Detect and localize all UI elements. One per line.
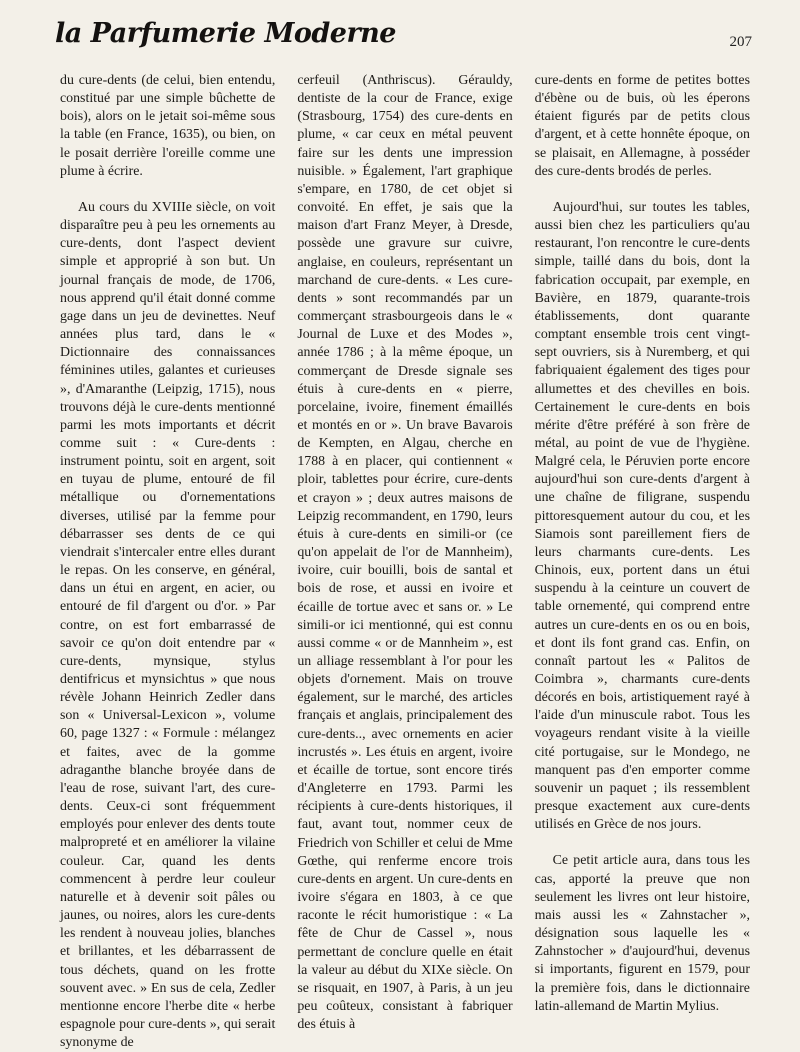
- column-1: [60, 72, 276, 1051]
- paragraph: Aujourd'hui, sur toutes les tables, aussi bien chez les particuliers qu'au restaurant, l'on rencontre le cure-dents simple, taillé dans du bois, dont la fabrication occupait, par exemple, en Bavière, en 1879, quarante-trois établissements, dont quarante comptant ensemble trois cent vingt-sept ouvriers, sis à Nuremberg, et qui fabriquaient également des tiges pour allumettes et des chevilles en bois. Certainement le cure-dents en bois mérite d'être préféré à son frère de métal, au point de vue de l'hygiène. Malgré cela, le Péruvien porte encore aujourd'hui son cure-dents d'argent à une chaîne de filigrane, suspendu pittoresquement autour du cou, et les Siamois sont pareillement fiers de leurs charmants cure-dents. Les Chinois, eux, portent dans un étui suspendu à la ceinture un couvert de table ornementé, qui comprend entre autres un cure-dents en os ou en bois, et dont ils font grand cas. Enfin, on connaît partout les « Palitos de Coimbra », charmants cure-dents décorés en bois, artistiquement rayé à l'aide d'un minuscule rabot. Tous les voyageurs rendant visite à la vieille cité portugaise, sur le Mondego, ne manquent pas d'en emporter comme souvenir un paquet ; ils ressemblent presque exactement aux cure-dents utilisés en Grèce de nos jours.: [534, 199, 750, 833]
- column-3: [534, 72, 750, 1014]
- column-2: [297, 72, 513, 1033]
- article-columns: [60, 72, 750, 1051]
- page-number: 207: [729, 34, 752, 50]
- paragraph: Ce petit article aura, dans tous les cas, apporté la preuve que non seulement les livres ont leur histoire, mais aussi les « Zahnstacher », désignation sous laquelle les « Zahnstocher » d'aujourd'hui, devenus si importants, figurent en 1579, pour la première fois, dans le dictionnaire latin-allemand de Martin Mylius.: [534, 853, 750, 1014]
- paragraph: cerfeuil (Anthriscus). Gérauldy, dentiste de la cour de France, exige (Strasbourg, 1754) des cure-dents en plume, « car ceux en métal peuvent faire sur les dents une impression nuisible. » Également, l'art graphique s'empare, en 1780, de cet objet si convoité. En effet, je sais que la maison d'art Franz Meyer, à Dresde, possède une gravure sur cuivre, anglaise, en couleurs, représentant un marchand de cure-dents. « Les cure-dents » sont recommandés par un commerçant strasbourgeois dans le « Journal de Luxe et des Modes », année 1786 ; à la même époque, un commerçant de Dresde signale ses étuis à cure-dents en « pierre, porcelaine, ivoire, finement émaillés et montés en or ». Un brave Bavarois de Kempten, en Algau, cherche en 1788 à en placer, qui contiennent « ploir, tablettes pour écrire, cure-dents et crayon » ; deux autres maisons de Leipzig recommandent, en 1790, leurs étuis à cure-dents en simili-or (ce qu'on appelait de l'or de Mannheim), ivoire, cuir bouilli, bois de santal et bois de rose, et aussi en ivoire et écaille de tortue avec et sans or. » Le simili-or ici mentionné, qui est connu aussi comme « or de Mannheim », est un alliage ressemblant à l'or pour les objets d'ornement. Mais on trouve également, sur le marché, des articles français et anglais, principalement des cure-dents.., avec ornements en acier incrustés ». Les étuis en argent, ivoire et écaille de tortue, sont encore tirés d'Angleterre en 1793. Parmi les récipients à cure-dents historiques, il faut, avant tout, nommer ceux de Friedrich von Schiller et celui de Mme Gœthe, qui renferme encore trois cure-dents en argent. Un cure-dents en ivoire s'égara en 1803, à ce que raconte le récit humoristique : « La fête de Chur de Cassel », nous permettant de conclure quelle en était la valeur au début du XIXe siècle. On se risquait, en 1907, à Paris, à un jeu peu coûteux, consistant à fabriquer des étuis à: [297, 73, 513, 1033]
- paragraph: cure-dents en forme de petites bottes d'ébène ou de buis, où les éperons étaient figurés par de petits clous d'argent, et à cette honnête époque, on se plaisait, en Allemagne, à posséder des cure-dents brodés de perles.: [534, 73, 750, 179]
- paragraph: Au cours du XVIIIe siècle, on voit disparaître peu à peu les ornements au cure-dents, dont l'aspect devient simple et approprié à son but. Un journal français de mode, de 1706, nous apprend qu'il était donné comme gage dans un jeu de devinettes. Neuf années plus tard, dans le « Dictionnaire des connaissances féminines utiles, galantes et curieuses », d'Amaranthe (Leipzig, 1715), nous trouvons déjà le cure-dents mentionné parmi les mots importants et décrit comme suit : « Cure-dents : instrument pointu, soit en argent, soit en tuyau de plume, entouré de fil métallique ou d'ornementations diverses, utilisé par la femme pour débarrasser ses dents de ce qui viendrait s'intercaler entre elles durant le repas. On les conserve, en général, dans un étui en argent, en acier, ou entouré de fil d'argent ou d'or. » Par contre, on est fort embarrassé de savoir ce qu'on doit entendre par « cure-dents, mynsique, stylus dentifricus et mynsichtus » que nous révèle Johann Heinrich Zedler dans son « Universal-Lexicon », volume 60, page 1327 : « Formule : mélangez et faites, avec de la gomme adraganthe blanche broyée dans de l'eau de rose, suivant l'art, des cure-dents. Ceux-ci sont fréquemment employés pour enlever des dents toute malpropreté et en améliorer la vilaine couleur. Car, quand les dents commencent à perdre leur couleur naturelle et à devenir soit pâles ou jaunes, ou noires, alors les cure-dents les rendent à nouveau jolies, blanches et brillantes, et les débarrassent de tous déchets, quand on les frotte souvent avec. » En sus de cela, Zedler mentionne encore l'herbe dite « herbe espagnole pour cure-dents », qui serait synonyme de: [60, 199, 276, 1051]
- paragraph: du cure-dents (de celui, bien entendu, constitué par une simple bûchette de bois), alors on le jetait soi-même sous la table (en France, 1635), ou bien, on le posait derrière l'oreille comme une plume à écrire.: [60, 73, 276, 179]
- magazine-masthead: la Parfumerie Moderne: [55, 18, 396, 49]
